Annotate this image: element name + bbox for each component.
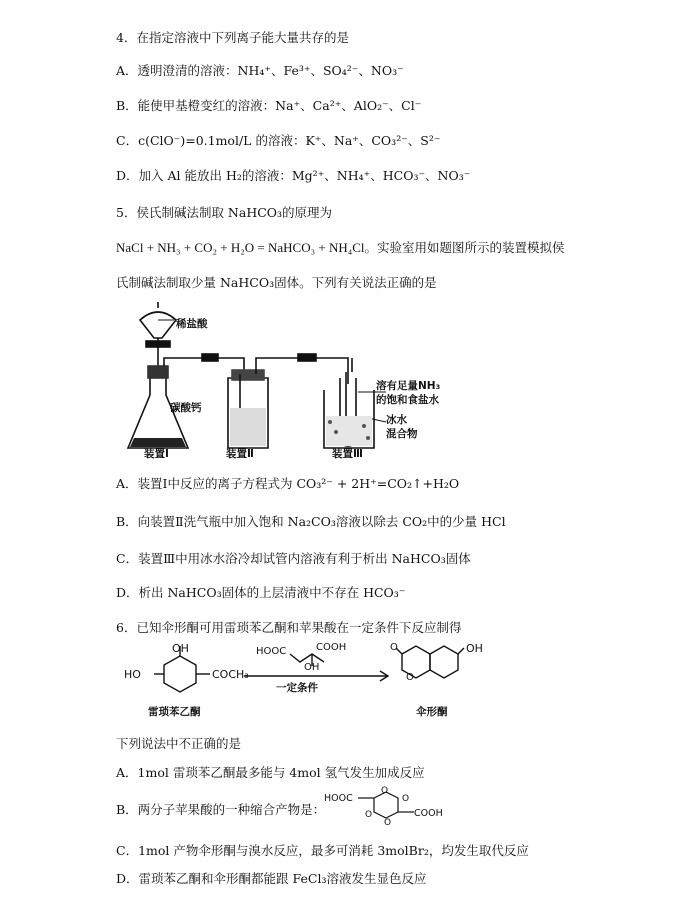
q6-option-a: A．1mol 雷琐苯乙酮最多能与 4mol 氢气发生加成反应 xyxy=(116,765,425,780)
ice-water xyxy=(326,416,372,446)
reagent-oh: OH xyxy=(304,662,320,673)
q4-option-b: B．能使甲基橙变红的溶液：Na⁺、Ca²⁺、AlO₂⁻、Cl⁻ xyxy=(116,98,422,113)
label-device-1: 装置Ⅰ xyxy=(144,448,169,460)
q5-stem: 5．侯氏制碱法制取 NaHCO₃的原理为 xyxy=(116,205,333,220)
label-dilute-hcl: 稀盐酸 xyxy=(176,318,208,330)
q4-option-c: C．c(ClO⁻)=0.1mol/L 的溶液：K⁺、Na⁺、CO₃²⁻、S²⁻ xyxy=(116,133,441,148)
q6-reaction-figure xyxy=(150,640,470,710)
dimer-o-top: O xyxy=(381,786,389,796)
q5-option-a: A．装置Ⅰ中反应的离子方程式为 CO₃²⁻ + 2H⁺=CO₂↑+H₂O xyxy=(116,476,460,491)
reagent-hooc: HOOC xyxy=(256,646,287,657)
q4-option-a: A．透明澄清的溶液：NH₄⁺、Fe³⁺、SO₄²⁻、NO₃⁻ xyxy=(116,63,404,78)
q6-option-d: D．雷琐苯乙酮和伞形酮都能跟 FeCl₃溶液发生显色反应 xyxy=(116,871,427,886)
separatory-funnel xyxy=(140,312,176,338)
label-solution-2: 的饱和食盐水 xyxy=(376,394,439,406)
label-device-2: 装置Ⅱ xyxy=(226,448,254,460)
q5-option-c: C．装置Ⅲ中用冰水浴冷却试管内溶液有利于析出 NaHCO₃固体 xyxy=(116,551,471,566)
wash-liquid xyxy=(230,408,266,446)
label-ice-water-2: 混合物 xyxy=(386,428,418,440)
reactant-ho-left: HO xyxy=(124,668,141,681)
reaction-condition: 一定条件 xyxy=(276,682,318,694)
q6-stem: 6．已知伞形酮可用雷琐苯乙酮和苹果酸在一定条件下反应制得 xyxy=(116,620,462,635)
benzene-ring-reactant xyxy=(164,656,196,692)
dimer-o-bottom: O xyxy=(384,818,392,828)
q5-option-d: D．析出 NaHCO₃固体的上层清液中不存在 HCO₃⁻ xyxy=(116,585,406,600)
reactant-acetyl: COCH₃ xyxy=(212,668,249,681)
q6-stem2: 下列说法中不正确的是 xyxy=(116,736,242,751)
product-carbonyl-o: O xyxy=(390,642,398,653)
q5-equation-tail: 。实验室用如题图所示的装置模拟侯 xyxy=(364,240,565,255)
label-device-3: 装置Ⅲ xyxy=(332,448,363,460)
name-resacetophenone: 雷琐苯乙酮 xyxy=(148,706,201,718)
q5-option-b: B．向装置Ⅱ洗气瓶中加入饱和 Na₂CO₃溶液以除去 CO₂中的少量 HCl xyxy=(116,514,506,529)
q6-option-c: C．1mol 产物伞形酮与溴水反应，最多可消耗 3molBr₂，均发生取代反应 xyxy=(116,843,529,858)
label-ice-water-1: 冰水 xyxy=(386,414,407,426)
dimer-o-left: O xyxy=(365,810,373,820)
dimer-cooh: COOH xyxy=(414,808,443,819)
q5-equation: NaCl + NH₃ + CO₂ + H₂O = NaHCO₃ + NH₄Cl xyxy=(116,240,365,255)
q4-option-d: D．加入 Al 能放出 H₂的溶液：Mg²⁺、NH₄⁺、HCO₃⁻、NO₃⁻ xyxy=(116,168,471,183)
q5-stem2: 氏制碱法制取少量 NaHCO₃固体。下列有关说法正确的是 xyxy=(116,275,437,290)
product-oh: OH xyxy=(466,642,483,655)
q5-equation-line xyxy=(116,238,565,256)
benzene-ring-product xyxy=(430,646,458,678)
reagent-cooh: COOH xyxy=(316,642,347,653)
product-ring-o: O xyxy=(406,672,414,683)
reactant-oh-top: OH xyxy=(172,642,189,655)
label-calcium-carbonate: 碳酸钙 xyxy=(170,402,202,414)
q6-option-b: B．两分子苹果酸的一种缩合产物是： xyxy=(116,802,326,817)
dimer-o-right: O xyxy=(402,794,410,804)
dimer-hooc: HOOC xyxy=(324,793,353,804)
q4-stem: 4．在指定溶液中下列离子能大量共存的是 xyxy=(116,30,349,45)
label-solution-1: 溶有足量NH₃ xyxy=(376,380,441,392)
name-umbelliferone: 伞形酮 xyxy=(416,706,448,718)
